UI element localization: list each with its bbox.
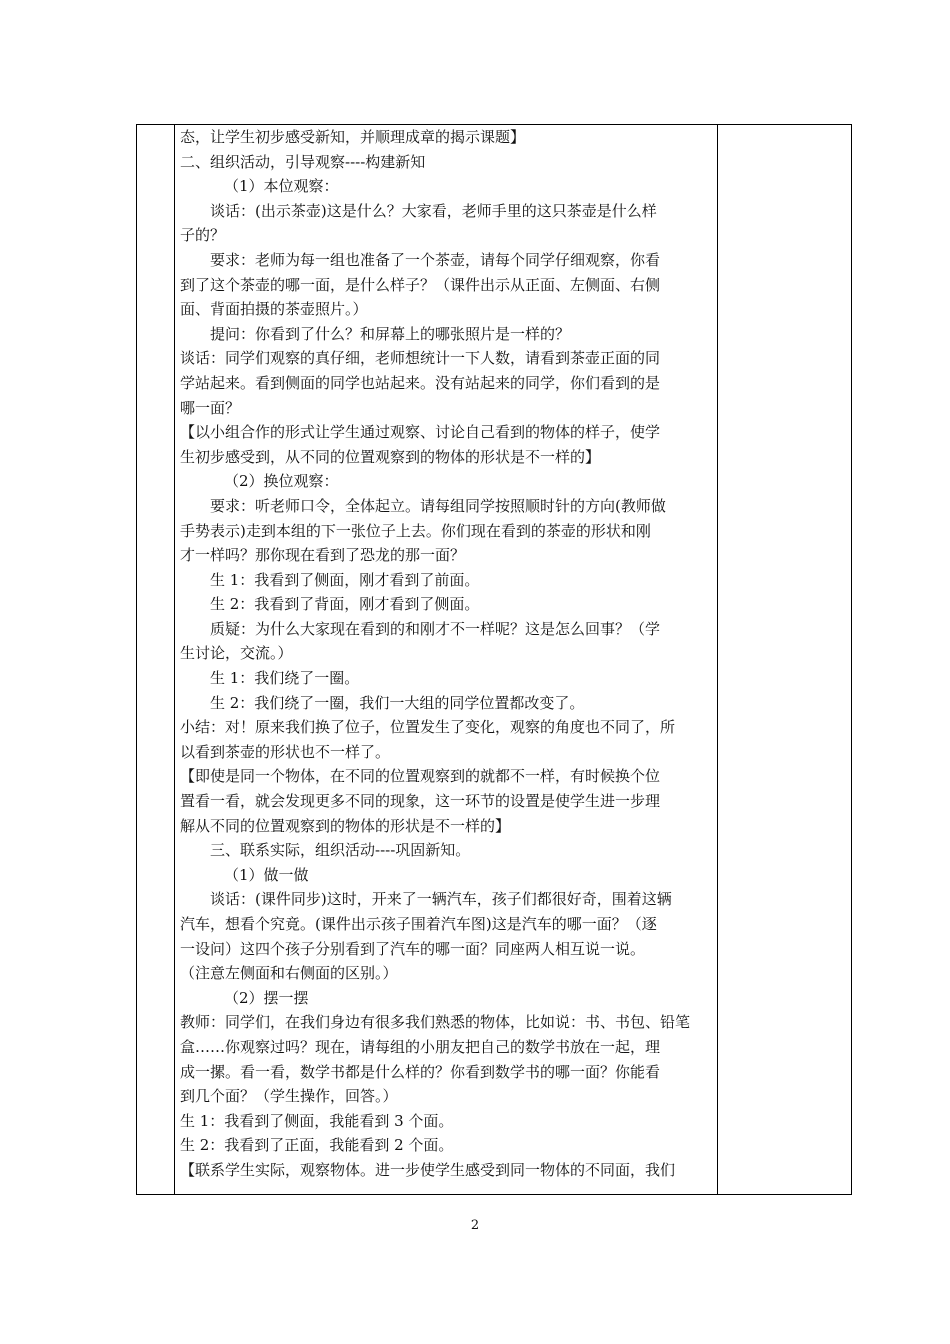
text-line: 谈话：同学们观察的真仔细，老师想统计一下人数，请看到茶壶正面的同 — [180, 349, 661, 368]
design-note: 【即使是同一个物体，在不同的位置观察到的就都不一样，有时候换个位 — [180, 767, 661, 786]
text-line: 汽车，想看个究竟。(课件出示孩子围着汽车图)这是汽车的哪一面？（逐 — [180, 915, 657, 933]
main-content-cell — [175, 125, 719, 1194]
section-heading-3: 三、联系实际，组织活动----巩固新知。 — [210, 841, 471, 860]
text-line: 生 1：我看到了侧面，我能看到 3 个面。 — [180, 1111, 454, 1130]
page-number: 2 — [470, 1218, 480, 1233]
text-line: 生 1：我们绕了一圈。 — [210, 669, 360, 688]
subheading-swap-position: （2）换位观察： — [224, 472, 339, 491]
text-line: 生讨论，交流。） — [180, 644, 293, 663]
design-note: 【以小组合作的形式让学生通过观察、讨论自己看到的物体的样子，使学 — [180, 423, 661, 442]
text-line: 到几个面？（学生操作，回答。） — [180, 1087, 398, 1106]
text-line: 盒……你观察过吗？现在，请每组的小朋友把自己的数学书放在一起，理 — [180, 1037, 661, 1056]
text-line: 生 1：我看到了侧面，刚才看到了前面。 — [210, 570, 480, 589]
section-heading-2: 二、组织活动，引导观察----构建新知 — [180, 152, 426, 171]
text-line: 要求：老师为每一组也准备了一个茶壶，请每个同学仔细观察，你看 — [210, 250, 661, 269]
text-line: 生 2：我看到了正面，我能看到 2 个面。 — [180, 1136, 454, 1155]
design-note: 【联系学生实际，观察物体。进一步使学生感受到同一物体的不同面，我们 — [180, 1160, 676, 1179]
text-line: 教师：同学们，在我们身边有很多我们熟悉的物体，比如说：书、书包、铅笔 — [180, 1013, 691, 1032]
text-line: 学站起来。看到侧面的同学也站起来。没有站起来的同学，你们看到的是 — [180, 373, 661, 392]
text-line: 到了这个茶壶的哪一面，是什么样子？（课件出示从正面、左侧面、右侧 — [180, 275, 661, 294]
lesson-text — [175, 125, 719, 1183]
text-line: （注意左侧面和右侧面的区别。） — [180, 964, 398, 983]
text-line: 哪一面？ — [180, 398, 241, 417]
left-column-cell — [137, 125, 175, 1194]
text-line: 小结：对！原来我们换了位子，位置发生了变化，观察的角度也不同了，所 — [180, 718, 676, 737]
text-line: 谈话：(出示茶壶)这是什么？大家看，老师手里的这只茶壶是什么样 — [210, 201, 657, 220]
text-line: 要求：听老师口令，全体起立。请每组同学按照顺时针的方向(教师做 — [210, 496, 666, 515]
text-line: 一设问）这四个孩子分别看到了汽车的哪一面？同座两人相互说一说。 — [180, 939, 646, 958]
subheading-try-it: （1）做一做 — [224, 865, 309, 884]
text-line: 质疑：为什么大家现在看到的和刚才不一样呢？这是怎么回事？（学 — [210, 619, 661, 638]
right-column-cell — [717, 125, 851, 1194]
text-line: 生 2：我看到了背面，刚才看到了侧面。 — [210, 595, 480, 614]
text-line: 态，让学生初步感受新知，并顺理成章的揭示课题】 — [180, 128, 526, 146]
text-line: 成一摞。看一看，数学书都是什么样的？你看到数学书的哪一面？你能看 — [180, 1062, 661, 1081]
subheading-self-position: （1）本位观察： — [224, 177, 339, 196]
text-line: 面、背面拍摄的茶壶照片。） — [180, 300, 368, 319]
text-line: 子的？ — [180, 226, 226, 245]
subheading-arrange: （2）摆一摆 — [224, 988, 309, 1007]
design-note: 置看一看，就会发现更多不同的现象，这一环节的设置是使学生进一步理 — [180, 792, 661, 811]
design-note: 生初步感受到，从不同的位置观察到的物体的形状是不一样的】 — [180, 447, 601, 466]
text-line: 以看到茶壶的形状也不一样了。 — [180, 742, 391, 761]
text-line: 谈话：(课件同步)这时，开来了一辆汽车，孩子们都很好奇，围着这辆 — [210, 890, 672, 909]
design-note: 解从不同的位置观察到的物体的形状是不一样的】 — [180, 816, 511, 835]
text-line: 才一样吗？那你现在看到了恐龙的那一面？ — [180, 546, 466, 565]
text-line: 提问：你看到了什么？和屏幕上的哪张照片是一样的？ — [210, 324, 571, 343]
text-line: 生 2：我们绕了一圈，我们一大组的同学位置都改变了。 — [210, 693, 585, 712]
text-line: 手势表示)走到本组的下一张位子上去。你们现在看到的茶壶的形状和刚 — [180, 521, 651, 540]
lesson-plan-table — [136, 124, 852, 1195]
